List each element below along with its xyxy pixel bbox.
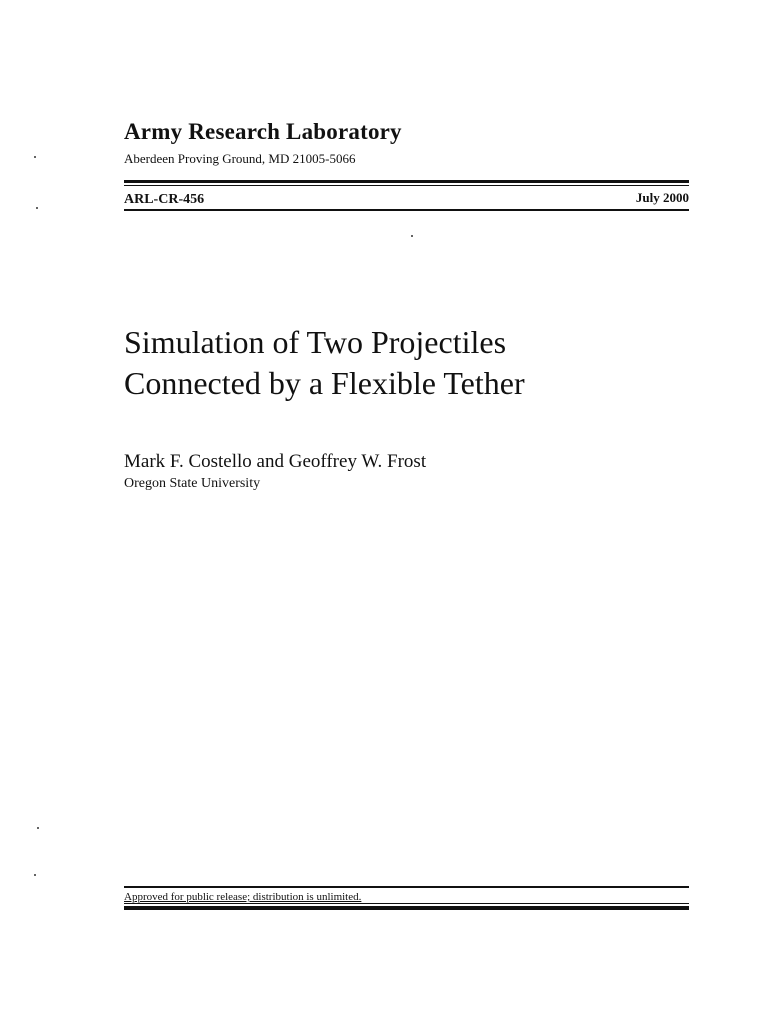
report-title-line-2: Connected by a Flexible Tether — [124, 365, 525, 401]
footer-bottom-rule-thick — [124, 906, 689, 910]
scan-speck — [34, 874, 36, 876]
author-names: Mark F. Costello and Geoffrey W. Frost — [124, 451, 427, 472]
footer-top-rule — [124, 886, 689, 888]
header-bottom-rule — [124, 209, 689, 211]
author-affiliation: Oregon State University — [124, 476, 261, 491]
report-title-line-1: Simulation of Two Projectiles — [124, 324, 507, 360]
scan-speck — [37, 827, 39, 829]
top-rule-thin — [124, 185, 689, 186]
organization-address: Aberdeen Proving Ground, MD 21005-5066 — [124, 151, 356, 166]
top-rule-thick — [124, 180, 689, 183]
distribution-statement: Approved for public release; distribution is unlimited. — [124, 891, 362, 903]
scan-speck — [34, 156, 36, 158]
report-date: July 2000 — [635, 190, 689, 205]
organization-name: Army Research Laboratory — [124, 119, 402, 144]
report-number: ARL-CR-456 — [124, 192, 205, 207]
scan-speck — [411, 235, 413, 237]
scan-speck — [36, 207, 38, 209]
footer-bottom-rule-thin — [124, 903, 689, 904]
report-title — [124, 322, 525, 404]
